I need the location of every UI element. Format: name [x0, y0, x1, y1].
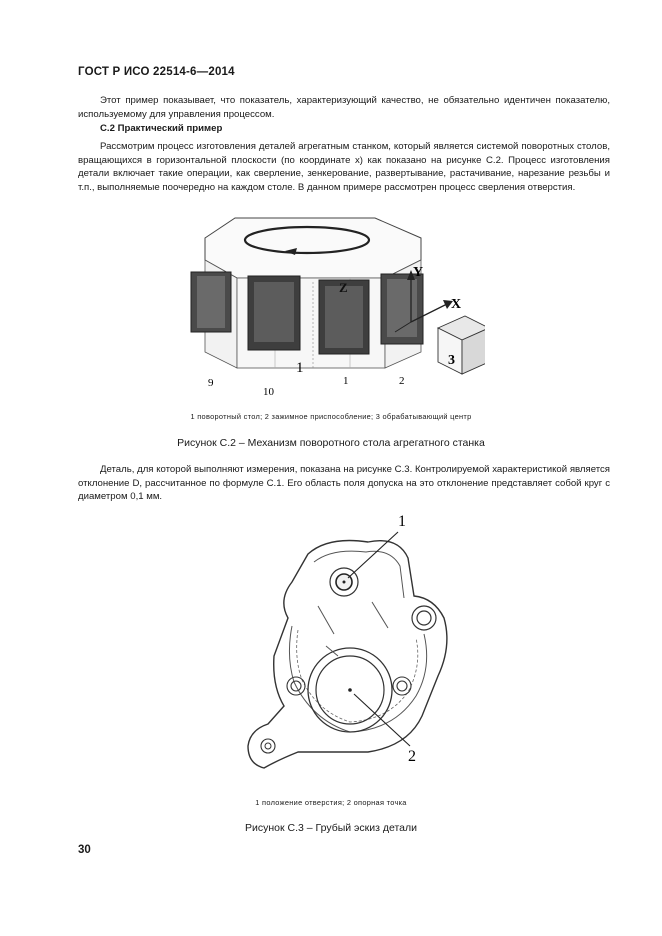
figure-c2-caption: Рисунок С.2 – Механизм поворотного стола агрегатного станка	[177, 437, 485, 449]
paragraph-3-text: Деталь, для которой выполняют измерения, показана на рисунке С.3. Контролируемой характеристикой является отклонение D, рассчитанное по формуле С.1. Его область поля допуска на это отклонение представляет собой круг с диаметром 0,1 мм.	[78, 464, 610, 503]
label-station-2: 2	[399, 375, 405, 387]
figure-c3-legend: 1 положение отверстия; 2 опорная точка	[255, 798, 407, 807]
label-axis-z: Z	[339, 280, 348, 295]
label-station-1b: 1	[343, 375, 349, 387]
intro-paragraph	[78, 94, 610, 121]
figure-c3-part-sketch	[238, 506, 464, 786]
label-axis-x: X	[451, 297, 462, 312]
figure-c2-rotary-table	[185, 212, 485, 402]
label-axis-y: Y	[413, 265, 424, 280]
paragraph-2-text: Рассмотрим процесс изготовления деталей агрегатным станком, который является системой поворотных столов, вращающихся в горизонтальной плоскости (по координате x) как показано на рисунке С.2. Процесс изготовления детали включает такие операции, как сверление, зенкерование, развертывание, растачивание, нарезание резьбы и т.п., выполняемые поочередно на каждом столе. В данном примере рассмотрен процесс сверления отверстия.	[78, 141, 610, 193]
label-station-9: 9	[208, 377, 214, 389]
intro-text: Этот пример показывает, что показатель, характеризующий качество, не обязательно идентичен показателю, используемому для управления процессом.	[78, 95, 610, 120]
label-machining-center: 3	[448, 353, 455, 368]
label-station-1: 1	[296, 360, 304, 376]
paragraph-2	[78, 140, 610, 194]
section-title: С.2 Практический пример	[100, 123, 223, 134]
label-station-10: 10	[263, 386, 274, 398]
label-reference-point: 2	[408, 748, 416, 765]
paragraph-3	[78, 463, 610, 504]
document-header: ГОСТ Р ИСО 22514-6—2014	[78, 66, 235, 78]
page-number: 30	[78, 844, 91, 856]
figure-c3-caption: Рисунок С.3 – Грубый эскиз детали	[245, 822, 417, 834]
label-hole-position: 1	[398, 513, 406, 530]
figure-c2-legend: 1 поворотный стол; 2 зажимное приспособление; 3 обрабатывающий центр	[190, 412, 472, 421]
